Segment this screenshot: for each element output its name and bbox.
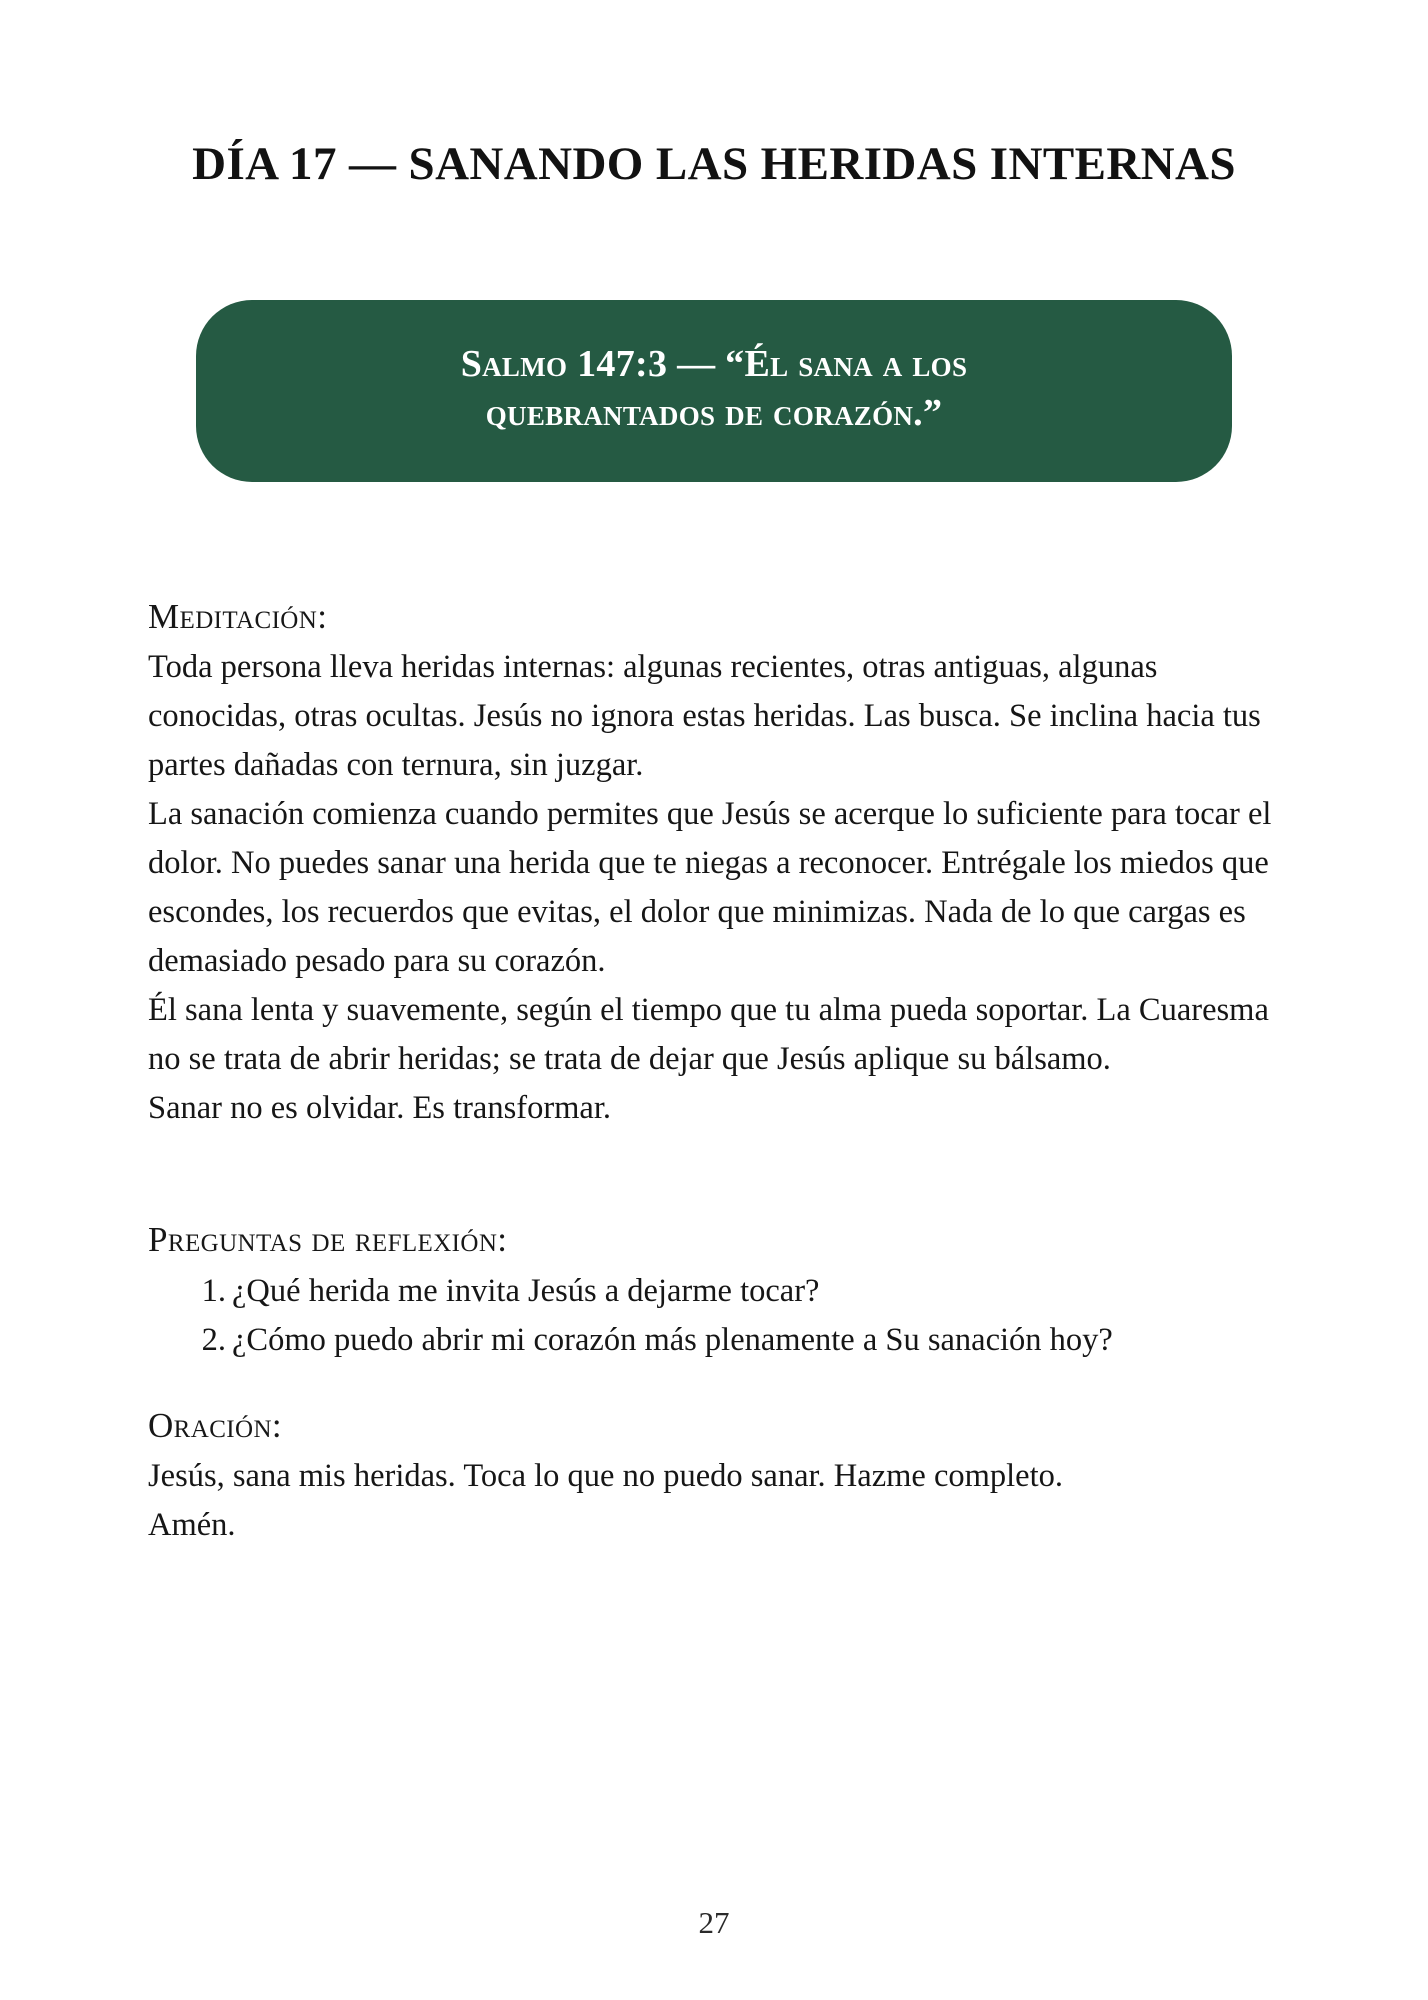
scripture-line-2: quebrantados de corazón.”	[485, 392, 943, 434]
meditation-paragraph-4: Sanar no es olvidar. Es transformar.	[148, 1089, 612, 1126]
prayer-paragraph-2: Amén.	[148, 1507, 236, 1544]
section-spacer	[148, 1365, 1284, 1405]
page-number: 27	[698, 1905, 730, 1940]
scripture-line-1: Salmo 147:3 — “Él sana a los	[460, 342, 968, 385]
reflection-heading: Preguntas de reflexión:	[148, 1219, 508, 1259]
list-item: ¿Qué herida me invita Jesús a dejarme tocar?	[232, 1273, 820, 1310]
page-title: DÍA 17 — SANANDO LAS HERIDAS INTERNAS	[192, 138, 1236, 191]
reflection-question-list	[148, 1267, 1284, 1365]
prayer-heading: Oración:	[148, 1406, 283, 1446]
meditation-heading: Meditación:	[148, 597, 328, 636]
scripture-callout-box	[196, 300, 1232, 482]
body-content	[148, 596, 1284, 1550]
prayer-paragraph-1: Jesús, sana mis heridas. Toca lo que no puedo sanar. Hazme completo.	[148, 1458, 1064, 1495]
section-spacer	[148, 1133, 1284, 1219]
meditation-paragraph-1: Toda persona lleva heridas internas: algunas recientes, otras antiguas, algunas conocidas, otras ocultas. Jesús no ignora estas heridas. Las busca. Se inclina hacia tus partes dañadas con ternura, sin juzgar.	[148, 648, 1261, 783]
meditation-paragraph-2: La sanación comienza cuando permites que Jesús se acerque lo suficiente para tocar el dolor. No puedes sanar una herida que te niegas a reconocer. Entrégale los miedos que escondes, los recuerdos que evitas, el dolor que minimizas. Nada de lo que cargas es demasiado pesado para su corazón.	[148, 795, 1272, 979]
meditation-paragraph-3: Él sana lenta y suavemente, según el tiempo que tu alma pueda soportar. La Cuaresma no se trata de abrir heridas; se trata de dejar que Jesús aplique su bálsamo.	[148, 991, 1269, 1077]
list-item: ¿Cómo puedo abrir mi corazón más plenamente a Su sanación hoy?	[232, 1322, 1113, 1359]
